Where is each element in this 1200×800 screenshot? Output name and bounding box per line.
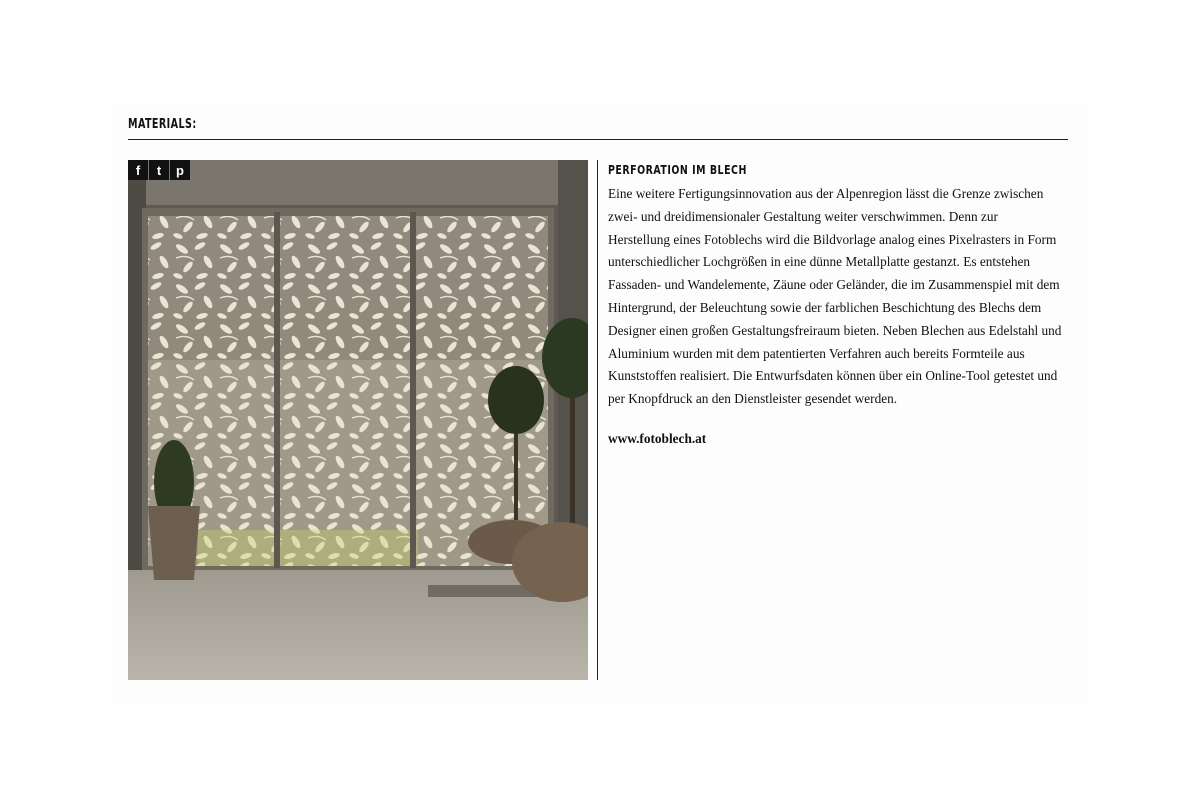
title-divider [128,139,1068,140]
article-photo [128,160,588,680]
article-body: Eine weitere Fertigungsinnovation aus der Alpenregion lässt die Grenze zwischen zwei- und dreidimensionaler Gestaltung weiter verschwimmen. Denn zur Herstellung eines Fotoblechs wird die Bildvorlage analog eines Pixelrasters in Form unterschiedlicher Lochgrößen in eine dünne Metallplatte gestanzt. Es entstehen Fassaden- und Wandelemente, Zäune oder Geländer, die im Zusammenspiel mit dem Hintergrund, der Beleuchtung sowie der farblichen Beschichtung des Blechs dem Designer einen großen Gestaltungsfreiraum bieten. Neben Blechen aus Edelstahl und Aluminium wurden mit dem patentierten Verfahren auch bereits Formteile aus Kunststoffen realisiert. Die Entwurfsdaten können über ein Online-Tool getestet und per Knopfdruck an den Dienstleister gesendet werden. [608,186,1062,407]
website-link[interactable]: www.fotoblech.at [608,430,707,446]
share-bar [128,160,190,180]
twitter-icon: t [156,162,162,178]
article-heading: PERFORATION IM BLECH [608,162,747,177]
pinterest-icon: p [176,162,184,178]
pinterest-share-button[interactable] [170,160,190,180]
column-divider [597,160,598,680]
section-title: MATERIALS: [128,117,197,132]
article [608,162,1063,447]
twitter-share-button[interactable] [149,160,169,180]
facebook-icon: f [135,162,141,178]
facebook-share-button[interactable] [128,160,148,180]
